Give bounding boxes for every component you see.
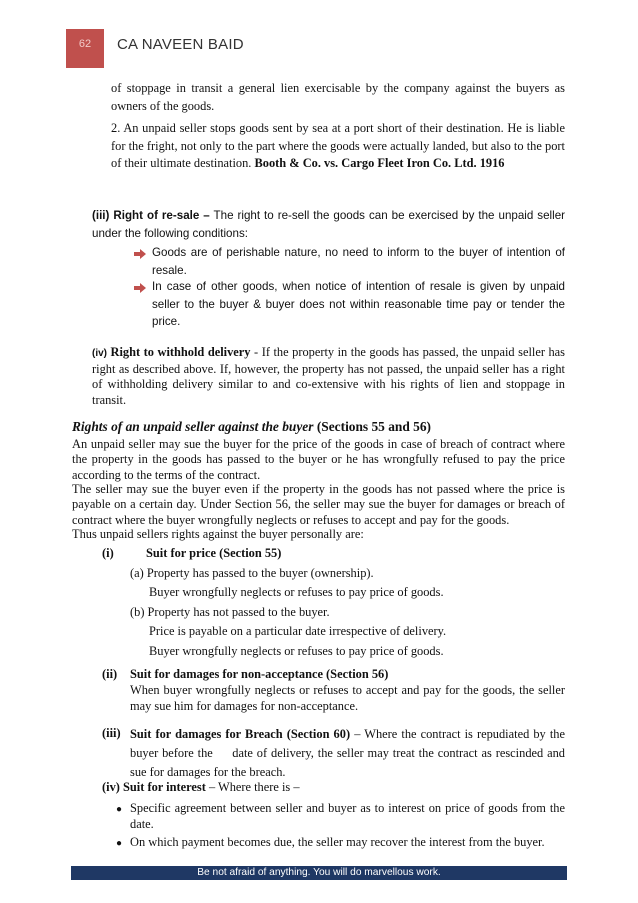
interest-bullet: Specific agreement between seller and buyer as to interest on price of goods from the date. — [130, 801, 565, 831]
suit-condition-detail: Buyer wrongfully neglects or refuses to pay price of goods. — [149, 644, 444, 658]
suit-number: (iv) — [102, 780, 120, 794]
section-heading — [72, 418, 565, 436]
withhold-label: Right to withhold delivery — [110, 345, 251, 359]
arrow-bullet-icon — [134, 249, 146, 259]
header-title: CA NAVEEN BAID — [117, 36, 244, 53]
stoppage-point-2 — [111, 120, 565, 173]
suit-condition-detail: Buyer wrongfully neglects or refuses to pay price of goods. — [149, 585, 444, 599]
arrow-bullet-icon — [134, 283, 146, 293]
suit-title: Suit for price (Section 55) — [146, 546, 282, 560]
point-number: 2. — [111, 121, 121, 135]
bullet-dot-icon: ● — [116, 804, 123, 815]
resale-label: (iii) Right of re-sale – — [92, 209, 210, 222]
suit-interest-paragraph — [102, 779, 565, 797]
intro-paragraph: An unpaid seller may sue the buyer for the price of the goods in case of breach of contract where the property in the goods has passed to the buyer or he has wrongfully refused to pay the price according to the terms of the contract. — [72, 437, 565, 482]
bullet-dot-icon: ● — [116, 838, 123, 849]
footer-quote: Be not afraid of anything. You will do marvellous work. — [197, 867, 441, 878]
suit-number: (iii) — [102, 726, 121, 740]
suit-breach-paragraph — [130, 725, 569, 782]
suit-number: (i) — [102, 546, 114, 560]
withhold-paragraph — [92, 345, 565, 408]
suit-condition: (b) Property has not passed to the buyer. — [130, 605, 330, 619]
suit-title: Suit for interest — [123, 780, 206, 794]
suit-title: Suit for damages for Breach (Section 60) — [130, 727, 351, 741]
resale-text: The right to re-sell the goods can be exercised by the unpaid seller under the following conditions: — [92, 209, 566, 240]
suit-condition-detail: Price is payable on a particular date irrespective of delivery. — [149, 624, 447, 638]
suit-text: – Where the contract is repudiated by the buyer before the date of delivery, the seller may treat the contract as rescinded and sue for damages for the breach. — [130, 727, 569, 779]
page-number: 62 — [78, 38, 92, 50]
suit-number: (ii) — [102, 667, 118, 681]
point-text: An unpaid seller stops goods sent by sea at a port short of their destination. He is liable for the fright, not only to the part where the goods were actually landed, but also to the port of their ultimate destination. — [111, 121, 565, 170]
case-citation: Booth & Co. vs. Cargo Fleet Iron Co. Ltd. 1916 — [254, 156, 505, 170]
section-title: Rights of an unpaid seller against the buyer — [72, 419, 314, 434]
suit-title: Suit for damages for non-acceptance (Section 56) — [130, 667, 389, 681]
resale-bullet: Goods are of perishable nature, no need to inform to the buyer of intention of resale. — [152, 246, 565, 277]
suit-text: When buyer wrongfully neglects or refuses to accept and pay for the goods, the seller may sue him for damages for non-acceptance. — [130, 683, 565, 713]
intro-paragraph: Thus unpaid sellers rights against the buyer personally are: — [72, 527, 364, 541]
withhold-number: (iv) — [92, 348, 107, 359]
suit-condition: (a) Property has passed to the buyer (ownership). — [130, 566, 374, 580]
interest-bullet: On which payment becomes due, the seller may recover the interest from the buyer. — [130, 835, 545, 849]
stoppage-continued: of stoppage in transit a general lien exercisable by the company against the buyers as owners of the goods. — [111, 81, 565, 113]
withhold-text: - If the property in the goods has passed, the unpaid seller has right as described above. If, however, the property has not passed, the unpaid seller has a right of withholding delivery similar to and co-extensive with his rights of lien and stoppage in transit. — [92, 345, 565, 407]
resale-bullet: In case of other goods, when notice of intention of resale is given by unpaid seller to the buyer & buyer does not within reasonable time pay or tender the price. — [152, 280, 565, 328]
resale-paragraph — [92, 207, 565, 242]
section-references: (Sections 55 and 56) — [316, 419, 432, 434]
intro-paragraph: The seller may sue the buyer even if the property in the goods has not passed where the price is payable on a certain day. Under Section 56, the seller may sue the buyer for damages or breach of contract where the buyer wrongfully neglects or refuses to accept and pay for the goods. — [72, 482, 565, 527]
suit-text: – Where there is – — [208, 780, 300, 794]
